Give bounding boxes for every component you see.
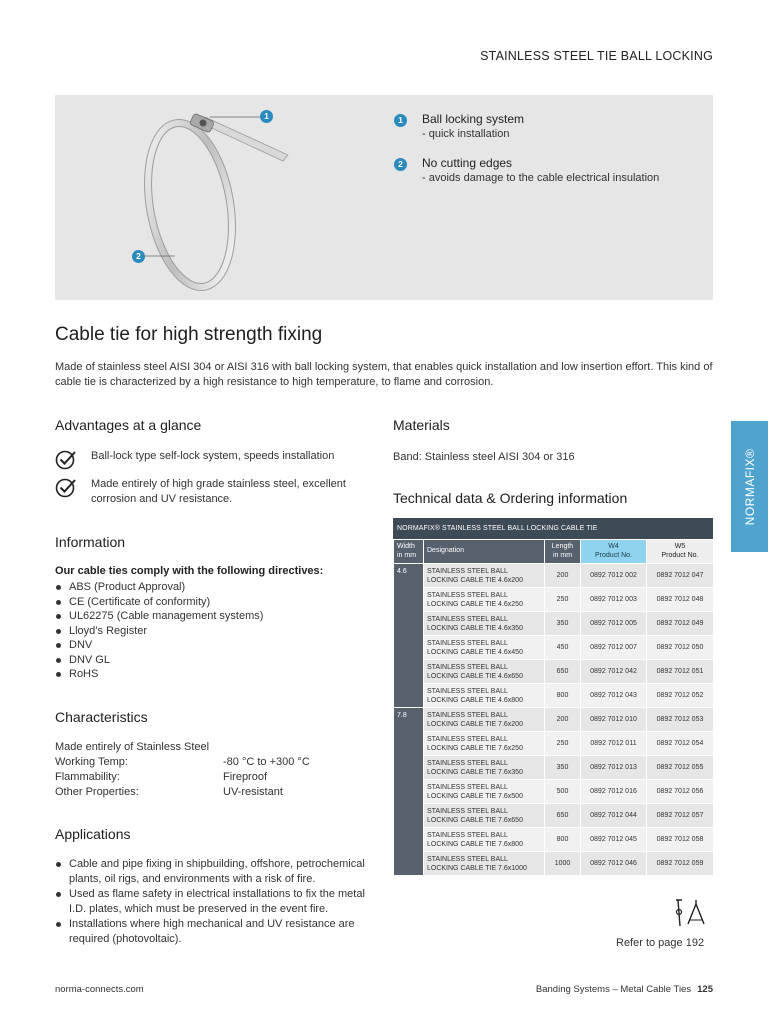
designation-cell: STAINLESS STEEL BALL LOCKING CABLE TIE 7.6x1000 [424,852,545,876]
w4-product-cell: 0892 7012 045 [581,828,647,852]
page-header-title: STAINLESS STEEL TIE BALL LOCKING [480,49,713,63]
cable-tie-tool-icon [672,898,710,930]
width-cell: 4.6 [394,564,424,708]
check-circle-icon [55,477,77,499]
table-header-row [394,540,714,564]
table-row [394,852,714,876]
designation-cell: STAINLESS STEEL BALL LOCKING CABLE TIE 4.6x650 [424,660,545,684]
length-cell: 450 [545,636,581,660]
intro-paragraph: Made of stainless steel AISI 304 or AISI 316 with ball locking system, that enables quick installation and low insertion effort. This kind of cable tie is characterized by a high resistance to high temperature, to flame and corrosion. [55,361,713,388]
w4-product-cell: 0892 7012 046 [581,852,647,876]
w5-product-cell: 0892 7012 054 [647,732,714,756]
w5-product-cell: 0892 7012 058 [647,828,714,852]
width-cell: 7.8 [394,708,424,876]
length-cell: 650 [545,804,581,828]
table-row [394,708,714,732]
list-item: RoHS [55,667,263,682]
w5-product-cell: 0892 7012 057 [647,804,714,828]
w4-product-cell: 0892 7012 002 [581,564,647,588]
table-row [394,828,714,852]
list-item: CE (Certificate of conformity) [55,595,263,610]
list-item: Installations where high mechanical and UV resistance are required (photovoltaic). [55,917,375,947]
characteristic-label: Working Temp: [55,756,128,768]
information-heading: Information [55,534,126,550]
callout-marker-2: 2 [132,250,145,263]
table-title: NORMAFIX® STAINLESS STEEL BALL LOCKING CABLE TIE [393,518,713,539]
refer-page-link[interactable]: Refer to page 192 [616,937,705,949]
w5-product-cell: 0892 7012 053 [647,708,714,732]
feature-description: - avoids damage to the cable electrical insulation [422,172,660,184]
w4-product-cell: 0892 7012 007 [581,636,647,660]
page-number: 125 [697,984,713,995]
side-tab-label: NORMAFIX® [742,448,757,525]
w4-product-cell: 0892 7012 013 [581,756,647,780]
w5-product-cell: 0892 7012 049 [647,612,714,636]
designation-cell: STAINLESS STEEL BALL LOCKING CABLE TIE 7.6x500 [424,780,545,804]
advantage-text: Made entirely of high grade stainless steel, excellent corrosion and UV resistance. [91,478,346,505]
w5-product-cell: 0892 7012 055 [647,756,714,780]
length-cell: 200 [545,708,581,732]
table-row [394,660,714,684]
table-row [394,588,714,612]
directives-lead: Our cable ties comply with the following directives: [55,565,324,577]
list-item: Cable and pipe fixing in shipbuilding, offshore, petrochemical plants, oil rigs, and environments with a risk of fire. [55,857,375,887]
product-hero-panel [55,95,713,300]
ordering-data-table [393,539,714,876]
table-row [394,732,714,756]
footer-section-info [536,984,713,995]
table-row [394,684,714,708]
list-item: Lloyd’s Register [55,624,263,639]
w4-product-cell: 0892 7012 011 [581,732,647,756]
table-row [394,780,714,804]
column-header-length: Length in mm [545,540,581,564]
w4-product-cell: 0892 7012 016 [581,780,647,804]
footer-website[interactable]: norma-connects.com [55,984,144,995]
technical-heading: Technical data & Ordering information [393,490,628,506]
designation-cell: STAINLESS STEEL BALL LOCKING CABLE TIE 7.6x800 [424,828,545,852]
length-cell: 800 [545,684,581,708]
w5-product-cell: 0892 7012 051 [647,660,714,684]
length-cell: 350 [545,756,581,780]
length-cell: 350 [545,612,581,636]
table-row [394,804,714,828]
page-title: Cable tie for high strength fixing [55,324,323,345]
designation-cell: STAINLESS STEEL BALL LOCKING CABLE TIE 4.6x450 [424,636,545,660]
list-item: Used as flame safety in electrical installations to fix the metal I.D. plates, which must be preserved in the event fire. [55,887,375,917]
table-row [394,636,714,660]
characteristic-value: Fireproof [223,771,268,783]
w5-product-cell: 0892 7012 048 [647,588,714,612]
length-cell: 250 [545,588,581,612]
brand-side-tab [731,421,768,552]
designation-cell: STAINLESS STEEL BALL LOCKING CABLE TIE 4.6x800 [424,684,545,708]
w4-product-cell: 0892 7012 010 [581,708,647,732]
designation-cell: STAINLESS STEEL BALL LOCKING CABLE TIE 4.6x200 [424,564,545,588]
w4-product-cell: 0892 7012 044 [581,804,647,828]
characteristic-value: -80 °C to +300 °C [223,756,310,768]
column-header-w5: W5 Product No. [647,540,714,564]
list-item: DNV GL [55,653,263,668]
cable-tie-illustration [55,95,385,300]
ordering-table [393,518,713,876]
designation-cell: STAINLESS STEEL BALL LOCKING CABLE TIE 7.6x250 [424,732,545,756]
w5-product-cell: 0892 7012 047 [647,564,714,588]
length-cell: 800 [545,828,581,852]
table-row [394,612,714,636]
column-header-designation: Designation [424,540,545,564]
feature-number-badge: 2 [394,158,407,171]
applications-list [55,857,375,947]
list-item: UL62275 (Cable management systems) [55,609,263,624]
w4-product-cell: 0892 7012 043 [581,684,647,708]
length-cell: 500 [545,780,581,804]
directives-list [55,580,263,682]
feature-title: Ball locking system [422,112,525,126]
w5-product-cell: 0892 7012 052 [647,684,714,708]
table-row [394,564,714,588]
w5-product-cell: 0892 7012 050 [647,636,714,660]
w5-product-cell: 0892 7012 059 [647,852,714,876]
length-cell: 250 [545,732,581,756]
w4-product-cell: 0892 7012 005 [581,612,647,636]
advantages-heading: Advantages at a glance [55,417,202,433]
characteristics-heading: Characteristics [55,709,148,725]
list-item: DNV [55,638,263,653]
w4-product-cell: 0892 7012 042 [581,660,647,684]
applications-heading: Applications [55,826,131,842]
characteristic-label: Flammability: [55,771,120,783]
length-cell: 650 [545,660,581,684]
list-item: ABS (Product Approval) [55,580,263,595]
table-row [394,756,714,780]
feature-description: - quick installation [422,128,510,140]
w4-product-cell: 0892 7012 003 [581,588,647,612]
designation-cell: STAINLESS STEEL BALL LOCKING CABLE TIE 7.6x650 [424,804,545,828]
materials-text: Band: Stainless steel AISI 304 or 316 [393,451,575,463]
designation-cell: STAINLESS STEEL BALL LOCKING CABLE TIE 4.6x250 [424,588,545,612]
designation-cell: STAINLESS STEEL BALL LOCKING CABLE TIE 7.6x200 [424,708,545,732]
designation-cell: STAINLESS STEEL BALL LOCKING CABLE TIE 4.6x350 [424,612,545,636]
column-header-w4: W4 Product No. [581,540,647,564]
length-cell: 1000 [545,852,581,876]
advantage-text: Ball-lock type self-lock system, speeds installation [91,450,335,462]
feature-title: No cutting edges [422,156,513,170]
characteristic-label: Other Properties: [55,786,139,798]
designation-cell: STAINLESS STEEL BALL LOCKING CABLE TIE 7.6x350 [424,756,545,780]
feature-number-badge: 1 [394,114,407,127]
footer-section: Banding Systems – Metal Cable Ties [535,984,692,995]
w5-product-cell: 0892 7012 056 [647,780,714,804]
materials-heading: Materials [393,417,450,433]
characteristic-value: UV-resistant [223,786,283,798]
check-circle-icon [55,449,77,471]
callout-marker-1: 1 [260,110,273,123]
length-cell: 200 [545,564,581,588]
characteristics-lead: Made entirely of Stainless Steel [55,741,210,753]
column-header-width: Width in mm [394,540,424,564]
